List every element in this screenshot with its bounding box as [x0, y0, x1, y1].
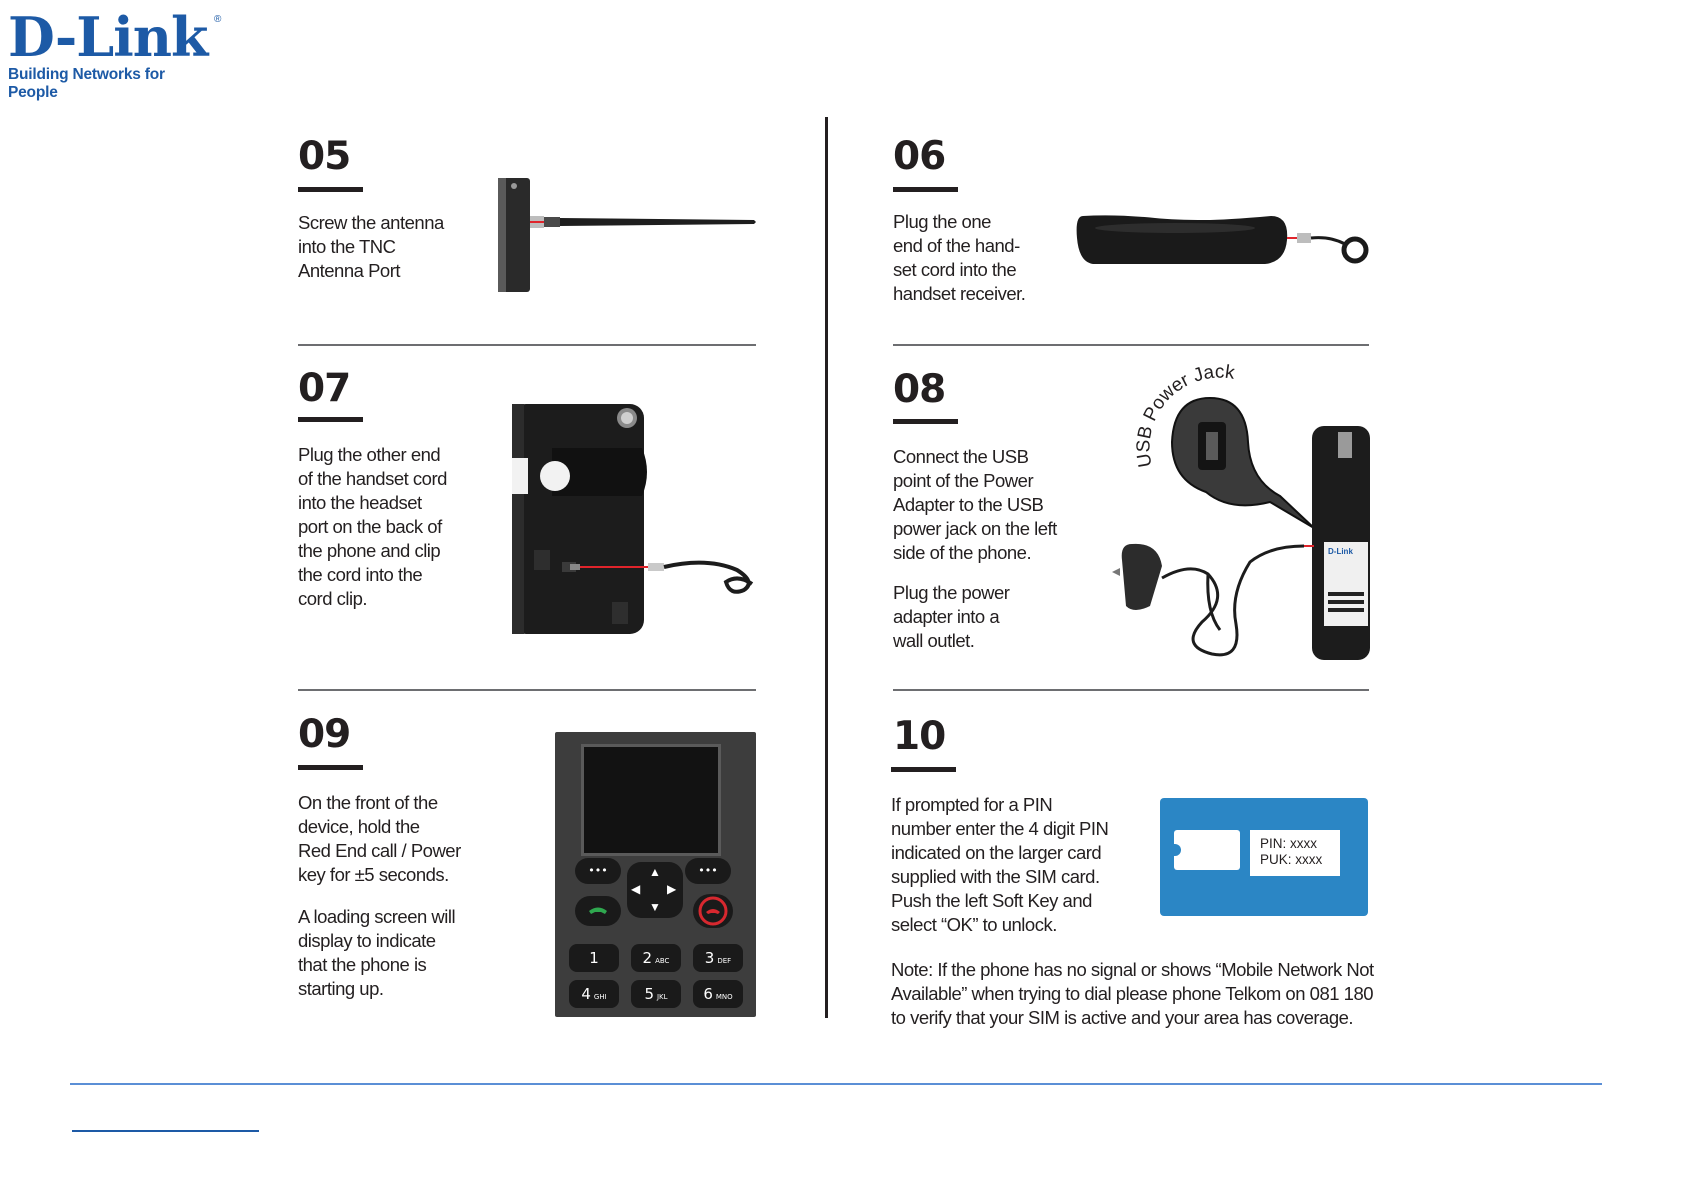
soft-key-dots: ••• [588, 864, 608, 877]
step-instructions-secondary: Plug the power adapter into a wall outlet. [893, 582, 1010, 651]
usb-power-jack-label: USB Power Jack [1133, 362, 1236, 469]
logo-registered-mark: ® [214, 14, 222, 25]
pin-puk-label [1250, 830, 1340, 876]
key-digit: 4 [581, 985, 591, 1003]
usb-power-adapter-illustration [1110, 362, 1370, 664]
phone-back-headset-port-illustration [512, 402, 762, 636]
keypad-key-5[interactable] [631, 980, 681, 1008]
puk-text: PUK: xxxx [1260, 852, 1323, 867]
phone-screen [581, 744, 721, 856]
coverage-note: Note: If the phone has no signal or shows “Mobile Network Not Available” when trying to dial please phone Telkom on 081 180 to verify that your SIM is active and your area has coverage. [891, 959, 1374, 1028]
keypad-key-2[interactable] [631, 944, 681, 972]
step-underline [298, 417, 363, 422]
row-divider-left-1 [298, 344, 756, 346]
nav-up-icon[interactable]: ▲ [649, 865, 661, 879]
row-divider-right-1 [893, 344, 1369, 346]
step-number: 06 [893, 134, 946, 179]
keypad-key-6[interactable] [693, 980, 743, 1008]
antenna-illustration [496, 176, 761, 294]
step-underline [891, 767, 956, 772]
step-number: 09 [298, 712, 351, 757]
step-instructions: Plug the other end of the handset cord into the headset port on the back of the phone and clip the cord into the cord clip. [298, 444, 447, 609]
step-instructions: If prompted for a PIN number enter the 4 digit PIN indicated on the larger card supplied with the SIM card. Push the left Soft Key and select “OK” to unlock. [891, 794, 1109, 935]
key-digit: 5 [644, 985, 654, 1003]
keypad-key-1[interactable] [569, 944, 619, 972]
nav-right-icon[interactable]: ▶ [667, 882, 677, 896]
footer-divider [70, 1083, 1602, 1085]
step-number: 07 [298, 366, 351, 411]
phone-label-brand: D-Link [1328, 547, 1353, 556]
step-instructions: On the front of the device, hold the Red End call / Power key for ±5 seconds. [298, 792, 461, 885]
key-digit: 6 [703, 985, 713, 1003]
key-letters: GHI [593, 993, 607, 1001]
call-key[interactable] [575, 896, 621, 926]
keypad-key-4[interactable] [569, 980, 619, 1008]
key-letters: ABC [655, 957, 670, 965]
end-call-power-key[interactable] [693, 894, 733, 928]
key-letters: MNO [715, 993, 733, 1001]
step-number: 10 [893, 714, 946, 759]
green-call-icon [575, 896, 621, 926]
key-digit: 3 [704, 949, 715, 967]
step-instructions: Plug the one end of the hand- set cord into the handset receiver. [893, 211, 1026, 304]
key-digit: 1 [589, 949, 599, 967]
step-number: 08 [893, 367, 946, 412]
column-divider [825, 117, 828, 1018]
navigation-pad[interactable] [627, 862, 683, 918]
footer-link-underline [72, 1130, 259, 1132]
left-soft-key[interactable] [575, 858, 621, 884]
step-instructions-secondary: A loading screen will display to indicate that the phone is starting up. [298, 906, 456, 999]
step-underline [893, 419, 958, 424]
step-underline [893, 187, 958, 192]
red-end-call-icon [693, 894, 733, 928]
step-instructions: Screw the antenna into the TNC Antenna Port [298, 212, 444, 281]
row-divider-left-2 [298, 689, 756, 691]
key-letters: JKL [656, 993, 668, 1001]
soft-key-dots: ••• [698, 864, 718, 877]
nav-down-icon[interactable]: ▼ [649, 900, 661, 914]
row-divider-right-2 [893, 689, 1369, 691]
sim-card-illustration [1160, 798, 1368, 916]
step-underline [298, 765, 363, 770]
pin-text: PIN: xxxx [1260, 836, 1318, 851]
handset-receiver-illustration [1075, 210, 1370, 272]
keypad-key-3[interactable] [693, 944, 743, 972]
step-number: 05 [298, 134, 351, 179]
step-instructions: Connect the USB point of the Power Adapter to the USB power jack on the left side of the phone. [893, 446, 1057, 563]
sim-chip-cutout [1174, 830, 1240, 870]
dlink-logo [8, 5, 222, 101]
step-underline [298, 187, 363, 192]
nav-left-icon[interactable]: ◀ [631, 882, 641, 896]
numeric-keypad [569, 944, 745, 1014]
key-digit: 2 [642, 949, 653, 967]
key-letters: DEF [717, 957, 732, 965]
logo-wordmark: D-Link [8, 5, 208, 69]
phone-front-illustration [555, 732, 756, 1017]
right-soft-key[interactable] [685, 858, 731, 884]
logo-tagline: Building Networks for People [8, 66, 165, 101]
